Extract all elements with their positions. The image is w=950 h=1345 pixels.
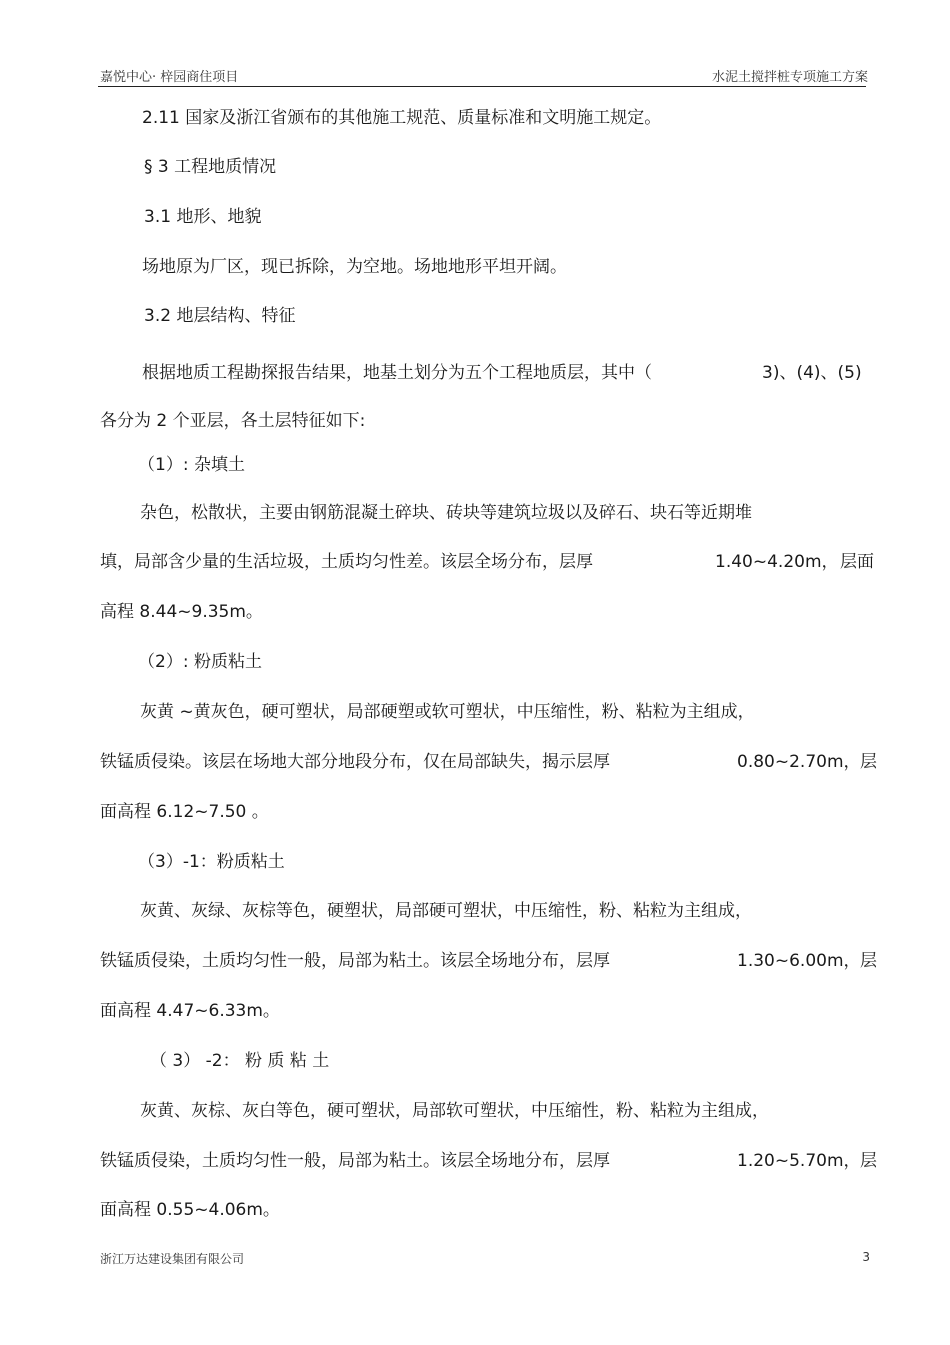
- layer-2-thickness: 0.80~2.70m，: [737, 752, 861, 772]
- layer-2-heading: （2）: 粉质粘土: [138, 652, 262, 672]
- layer-1-thickness: 1.40~4.20m，: [715, 552, 839, 572]
- layer-3-1-desc-line2-end: 层: [860, 951, 877, 971]
- layer-1-desc-line2-end: 层面: [840, 552, 874, 572]
- layer-3-2-elevation: 面高程 0.55~4.06m。: [100, 1200, 280, 1220]
- layer-3-1-heading: （3）-1：粉质粘土: [138, 852, 285, 872]
- layer-3-1-desc-line2: 铁锰质侵染，土质均匀性一般，局部为粘土。该层全场地分布，层厚: [100, 951, 610, 971]
- layer-3-2-desc-line1: 灰黄、灰棕、灰白等色，硬可塑状，局部软可塑状，中压缩性，粉、粘粒为主组成，: [140, 1101, 769, 1121]
- header-document-title: 水泥土搅拌桩专项施工方案: [711, 70, 868, 85]
- header-project-name: 嘉悦中心· 梓园商住项目: [100, 70, 239, 85]
- layer-3-2-thickness: 1.20~5.70m，: [737, 1151, 861, 1171]
- layer-1-heading: （1）: 杂填土: [138, 455, 245, 475]
- layer-1-desc-line2: 填，局部含少量的生活垃圾，土质均匀性差。该层全场分布，层厚: [100, 552, 593, 572]
- layer-2-desc-line2: 铁锰质侵染。该层在场地大部分地段分布，仅在局部缺失，揭示层厚: [100, 752, 610, 772]
- page-number: 3: [862, 1250, 870, 1264]
- layer-2-desc-line2-end: 层: [860, 752, 877, 772]
- layer-3-1-elevation: 面高程 4.47~6.33m。: [100, 1001, 280, 1021]
- layer-3-1-thickness: 1.30~6.00m，: [737, 951, 861, 971]
- layer-1-desc-line1: 杂色，松散状，主要由钢筋混凝土碎块、砖块等建筑垃圾以及碎石、块石等近期堆: [140, 503, 752, 523]
- strata-intro-line2: 各分为 2 个亚层，各土层特征如下:: [100, 411, 366, 431]
- subsection-3-2-heading: 3.2 地层结构、特征: [144, 306, 296, 326]
- subsection-3-1-heading: 3.1 地形、地貌: [144, 207, 262, 227]
- header-rule: [98, 86, 866, 87]
- layer-3-1-desc-line1: 灰黄、灰绿、灰棕等色，硬塑状，局部硬可塑状，中压缩性，粉、粘粒为主组成，: [140, 901, 752, 921]
- footer-company-name: 浙江万达建设集团有限公司: [100, 1252, 245, 1266]
- section-3-heading: § 3 工程地质情况: [144, 157, 277, 177]
- layer-3-2-heading: （ 3） -2： 粉 质 粘 土: [150, 1051, 330, 1071]
- layer-1-elevation: 高程 8.44~9.35m。: [100, 602, 263, 622]
- layer-3-2-desc-line2-end: 层: [860, 1151, 877, 1171]
- clause-2-11: 2.11 国家及浙江省颁布的其他施工规范、质量标准和文明施工规定。: [142, 108, 662, 128]
- strata-intro-line1: 根据地质工程勘探报告结果，地基土划分为五个工程地质层，其中（: [142, 363, 652, 383]
- strata-intro-layers: 3)、(4)、(5): [762, 363, 862, 383]
- terrain-paragraph: 场地原为厂区，现已拆除，为空地。场地地形平坦开阔。: [142, 257, 567, 277]
- layer-2-elevation: 面高程 6.12~7.50 。: [100, 802, 269, 822]
- layer-3-2-desc-line2: 铁锰质侵染，土质均匀性一般，局部为粘土。该层全场地分布，层厚: [100, 1151, 610, 1171]
- layer-2-desc-line1: 灰黄 ~黄灰色，硬可塑状，局部硬塑或软可塑状，中压缩性，粉、粘粒为主组成，: [140, 702, 755, 722]
